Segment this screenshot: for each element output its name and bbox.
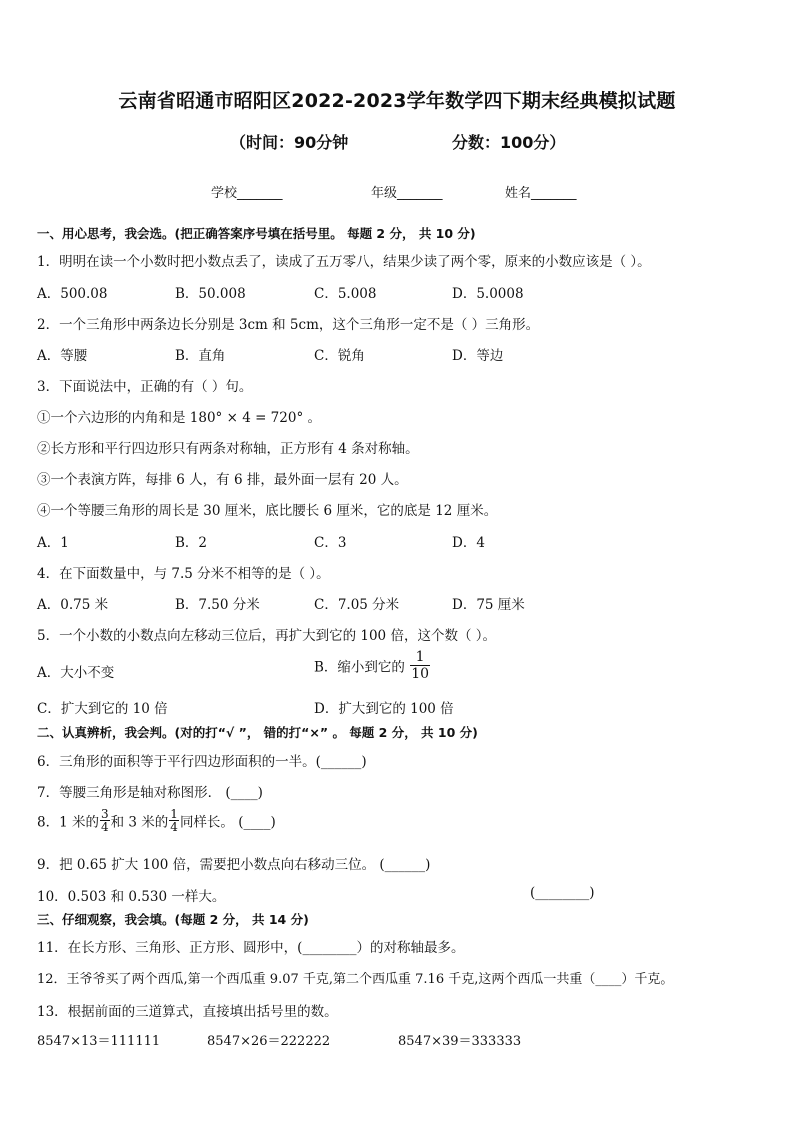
question-7: 7．等腰三角形是轴对称图形． (____) [37,785,263,801]
fraction-denominator: 10 [411,666,430,682]
q3-statement-2: ②长方形和平行四边形只有两条对称轴，正方形有 4 条对称轴。 [37,441,419,457]
calc-2: 8547×26＝222222 [207,1034,331,1049]
q2-option-c: C．锐角 [314,348,365,364]
q5-option-a: A．大小不变 [37,665,115,681]
question-13: 13．根据前面的三道算式，直接填出括号里的数。 [37,1004,338,1020]
q5-option-d: D．扩大到它的 100 倍 [314,701,454,717]
q2-option-b: B．直角 [175,348,226,364]
q4-option-a: A．0.75 米 [37,597,109,613]
q3-option-b: B．2 [175,535,208,551]
q5-option-b-prefix: B．缩小到它的 [314,659,405,676]
q4-option-d: D．75 厘米 [452,597,525,613]
q3-option-d: D．4 [452,535,485,551]
question-3: 3．下面说法中，正确的有（ ）句。 [37,379,253,395]
q3-option-a: A．1 [37,535,69,551]
school-field: 学校_______ [211,186,283,201]
section3-heading: 三、仔细观察，我会填。(每题 2 分， 共 14 分) [37,912,309,927]
fraction-numerator: 3 [100,807,109,821]
q4-option-b: B．7.50 分米 [175,597,260,613]
fraction-denominator: 4 [170,820,178,834]
q5-option-b [314,649,431,682]
question-6: 6．三角形的面积等于平行四边形面积的一半。(______) [37,754,367,770]
q3-option-c: C．3 [314,535,347,551]
question-11: 11．在长方形、三角形、正方形、圆形中，(________）的对称轴最多。 [37,940,465,956]
fraction-numerator: 1 [415,649,425,665]
question-10: 10．0.503 和 0.530 一样大。 [37,889,226,905]
question-1: 1．明明在读一个小数时把小数点丢了，读成了五万零八，结果少读了两个零，原来的小数应该是（ ）。 [37,254,651,270]
fraction-denominator: 4 [100,820,109,834]
q10-answer-blank: (________) [530,885,595,901]
q2-option-d: D．等边 [452,348,504,364]
q5-option-c: C．扩大到它的 10 倍 [37,701,168,717]
q8-part-1: 8．1 米的 [37,814,99,831]
page-title: 云南省昭通市昭阳区2022-2023学年数学四下期末经典模拟试题 [118,90,676,112]
q3-statement-4: ④一个等腰三角形的周长是 30 厘米，底比腰长 6 厘米，它的底是 12 厘米。 [37,503,498,519]
exam-time: （时间：90分钟 [230,133,349,152]
fraction-one-quarter [169,808,179,833]
q8-part-2: 和 3 米的 [110,814,169,831]
section2-heading: 二、认真辨析，我会判。(对的打“√ ”， 错的打“×” 。 每题 2 分， 共 10 分) [37,725,478,740]
fraction-numerator: 1 [170,807,178,821]
name-field: 姓名_______ [505,186,577,201]
question-4: 4．在下面数量中，与 7.5 分米不相等的是（ ）。 [37,566,330,582]
calc-3: 8547×39＝333333 [398,1034,522,1049]
grade-field: 年级_______ [371,186,443,201]
q4-option-c: C．7.05 分米 [314,597,400,613]
question-5: 5．一个小数的小数点向左移动三位后，再扩大到它的 100 倍，这个数（ ）。 [37,628,496,644]
question-8 [37,808,276,833]
q8-part-3: 同样长。 (____) [179,814,276,831]
question-12: 12．王爷爷买了两个西瓜,第一个西瓜重 9.07 千克,第二个西瓜重 7.16 千克,这两个西瓜一共重（____）千克。 [37,972,674,987]
q1-option-d: D．5.0008 [452,286,524,302]
q1-option-c: C．5.008 [314,286,377,302]
calc-1: 8547×13＝111111 [37,1034,161,1049]
question-2: 2．一个三角形中两条边长分别是 3cm 和 5cm，这个三角形一定不是（ ）三角形。 [37,317,540,333]
q1-option-a: A．500.08 [37,286,108,302]
section1-heading: 一、用心思考，我会选。(把正确答案序号填在括号里。 每题 2 分， 共 10 分) [37,226,476,241]
question-9: 9．把 0.65 扩大 100 倍，需要把小数点向右移动三位。 (______) [37,857,431,873]
fraction-one-tenth [410,649,430,682]
q1-option-b: B．50.008 [175,286,246,302]
q3-statement-1: ①一个六边形的内角和是 180° × 4 = 720° 。 [37,410,321,426]
exam-score: 分数：100分） [452,133,566,152]
q2-option-a: A．等腰 [37,348,88,364]
q3-statement-3: ③一个表演方阵，每排 6 人，有 6 排，最外面一层有 20 人。 [37,472,408,488]
fraction-three-quarters [100,808,110,833]
